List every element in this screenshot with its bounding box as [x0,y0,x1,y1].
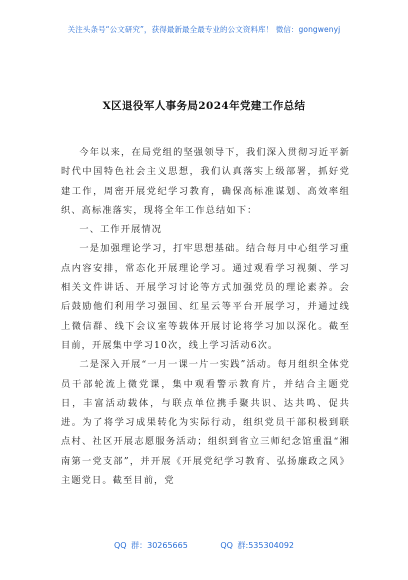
document-body [61,143,350,490]
paragraph-monthly-activities: 二是深入开展“一月一课一片一实践”活动。每月组织全体党员干部轮流上微党课，集中观看警示教育片，并结合主题党日，丰富活动载体，与联点单位携手聚共识、达共鸣、促共进。为了将学习成果转化为实际行动，组织党员干部积极到联点村、社区开展志愿服务活动；组织到省立三师纪念馆重温“湘南第一党支部”，并开展《开展党纪学习教育、弘扬廉政之风》主题党日。截至目前，党 [61,359,350,487]
qq-group-1: QQ 群：30265665 [113,541,188,550]
paragraph-intro: 今年以来，在局党组的坚强领导下，我们深入贯彻习近平新时代中国特色社会主义思想，我们认真落实上级部署，抓好党建工作，周密开展党纪学习教育，确保高标准谋划、高效率组织、高标准落实，现将全年工作总结如下： [61,147,350,216]
bottom-contact [0,540,408,551]
section-heading: 一、工作开展情况 [79,224,163,236]
top-banner: 关注头条号“公文研究”，获得最新最全最专业的公文资料库！ 微信：gongwenyj [67,25,341,34]
paragraph-theory-study: 一是加强理论学习，打牢思想基础。结合每月中心组学习重点内容安排，常态化开展理论学习。通过观看学习视频、学习相关文件讲话、开展学习讨论等方式加强党员的理论素养。会后鼓励他们利用学习强国、红星云等平台开展学习，并通过线上微信群、线下会议室等载体开展讨论将学习加以深化。截至目前，开展集中学习10次，线上学习活动6次。 [61,243,350,351]
qq-group-2: QQ 群:535304092 [220,541,295,550]
document-title: X区退役军人事务局2024年党建工作总结 [102,100,306,112]
